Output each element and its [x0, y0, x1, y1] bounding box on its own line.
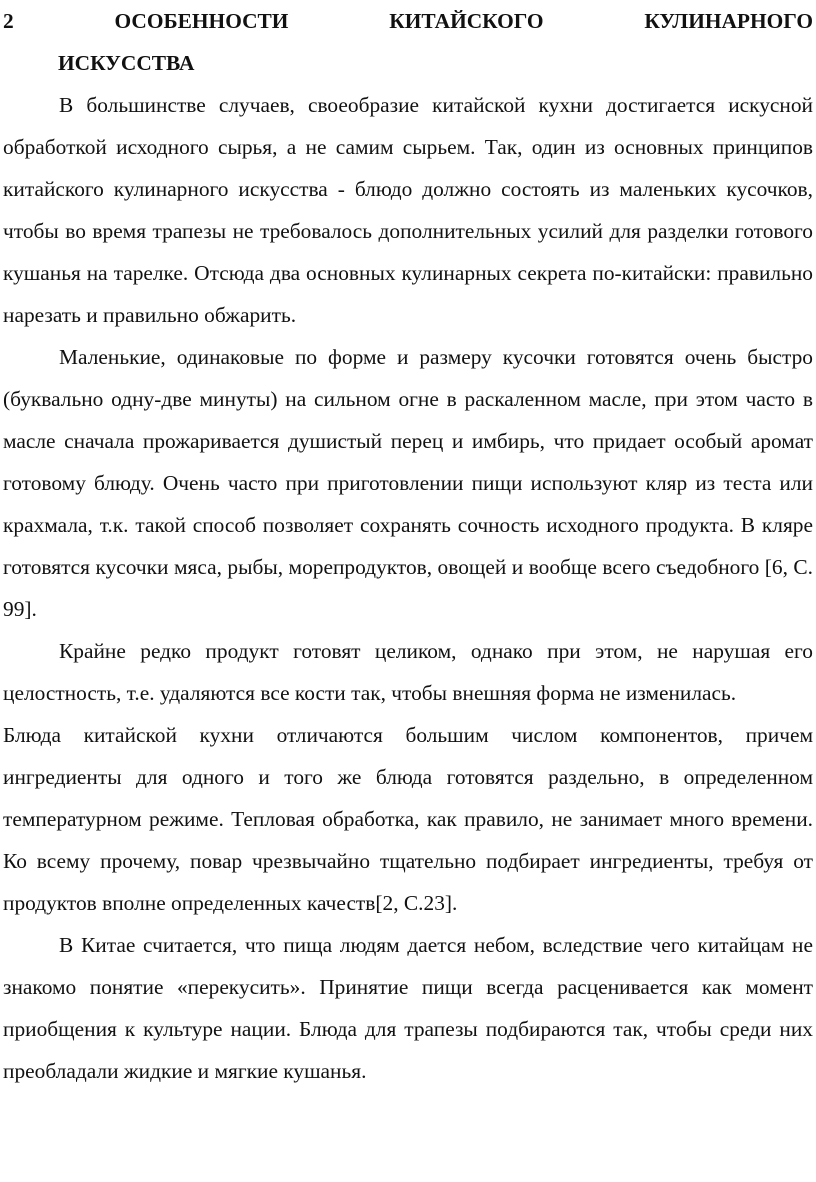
- paragraph-3: Крайне редко продукт готовят целиком, однако при этом, не нарушая его целостность, т.е. удаляются все кости так, чтобы внешняя форма не изменилась.: [3, 639, 813, 705]
- paragraph-2: Маленькие, одинаковые по форме и размеру кусочки готовятся очень быстро (буквально одну-две минуты) на сильном огне в раскаленном масле, при этом часто в масле сначала прожаривается душистый перец и имбирь, что придает особый аромат готовому блюду. Очень часто при приготовлении пищи используют кляр из теста или крахмала, т.к. такой способ позволяет сохранять сочность исходного продукта. В кляре готовятся кусочки мяса, рыбы, морепродуктов, овощей и вообще всего съедобного [6, С. 99].: [3, 345, 813, 621]
- paragraph-5: В Китае считается, что пища людям дается небом, вследствие чего китайцам не знакомо понятие «перекусить». Принятие пищи всегда расценивается как момент приобщения к культуре нации. Блюда для трапезы подбираются так, чтобы среди них преобладали жидкие и мягкие кушанья.: [3, 933, 813, 1083]
- section-heading-line1: 2 ОСОБЕННОСТИ КИТАЙСКОГО КУЛИНАРНОГО: [3, 9, 813, 33]
- paragraph-1: В большинстве случаев, своеобразие китайской кухни достигается искусной обработкой исходного сырья, а не самим сырьем. Так, один из основных принципов китайского кулинарного искусства - блюдо должно состоять из маленьких кусочков, чтобы во время трапезы не требовалось дополнительных усилий для разделки готового кушанья на тарелке. Отсюда два основных кулинарных секрета по-китайски: правильно нарезать и правильно обжарить.: [3, 93, 813, 327]
- section-heading: [3, 0, 813, 84]
- paragraph-4: Блюда китайской кухни отличаются большим числом компонентов, причем ингредиенты для одного и того же блюда готовятся раздельно, в определенном температурном режиме. Тепловая обработка, как правило, не занимает много времени. Ко всему прочему, повар чрезвычайно тщательно подбирает ингредиенты, требуя от продуктов вполне определенных качеств[2, С.23].: [3, 723, 813, 915]
- section-heading-line2: ИСКУССТВА: [58, 51, 195, 75]
